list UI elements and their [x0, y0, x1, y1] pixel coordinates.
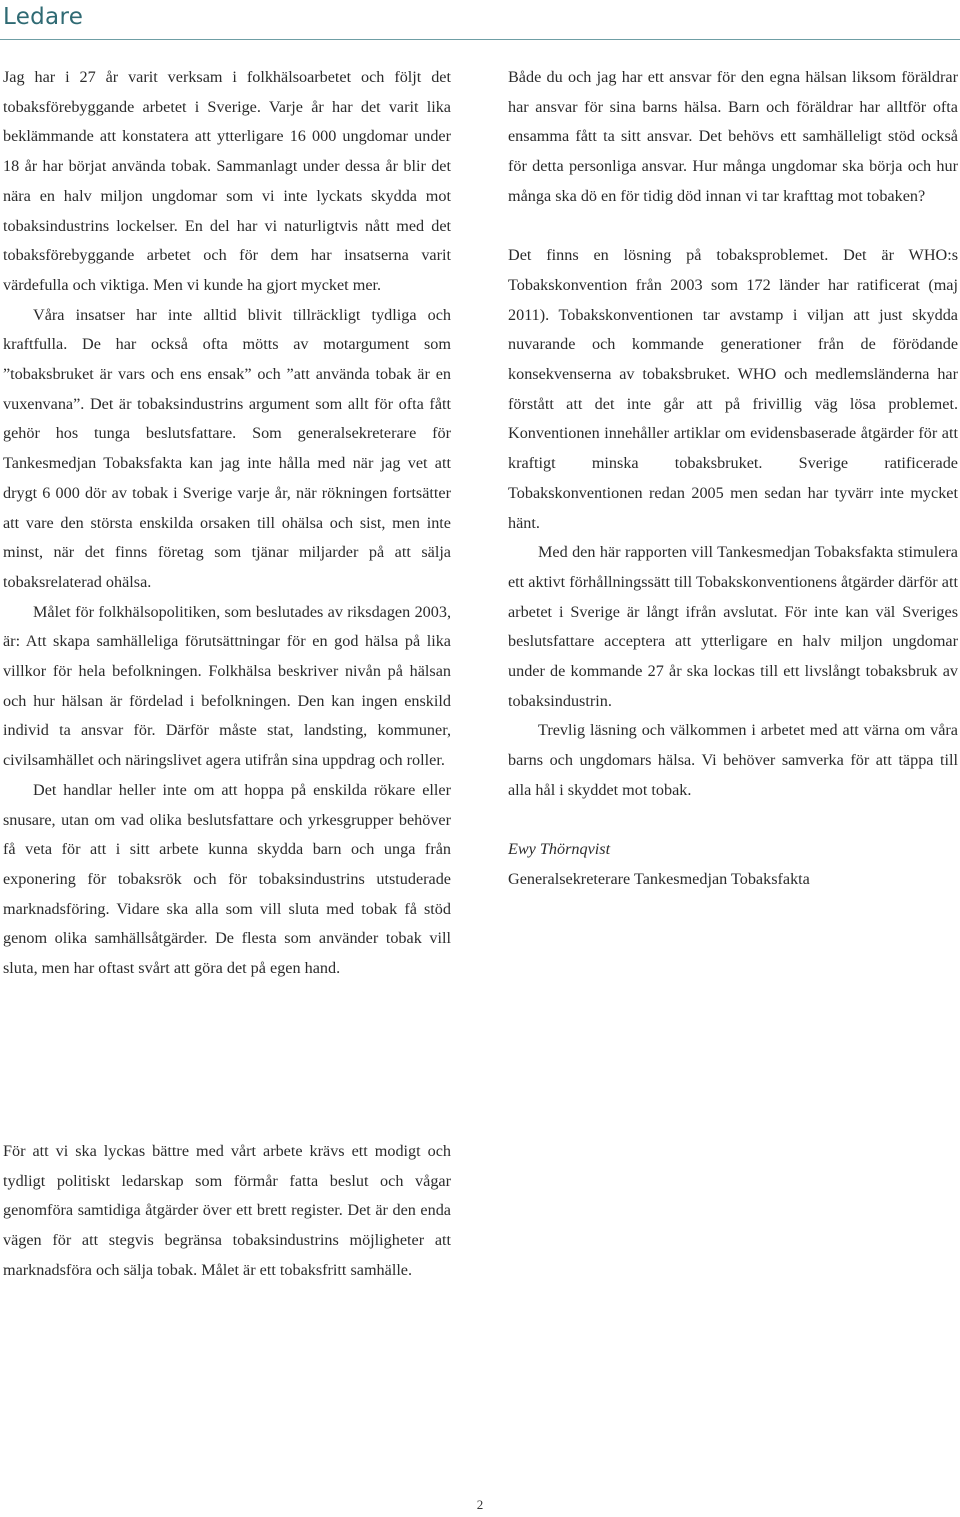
- paragraph-folkhalsopolitik: Målet för folkhälsopolitiken, som beslutades av riksdagen 2003, är: Att skapa samhälleliga förutsättningar för en god hälsa på lika villkor för hela befolkningen. Folkhälsa beskriver nivån på hälsan och hur hälsan är fördelad i befolkningen. Den kan ingen enskild individ ta ansvar för. Därför måste stat, landsting, kommuner, civilsamhället och näringslivet agera utifrån sina uppdrag och roller.: [3, 602, 451, 770]
- paragraph-ansvar: Både du och jag har ett ansvar för den egna hälsan liksom föräldrar har ansvar för sina barns hälsa. Barn och föräldrar har alltför ofta ensamma fått ta sitt ansvar. Det behövs ett samhälleligt stöd också för detta personliga ansvar. Hur många ungdomar ska börja och hur många ska dö en för tidig död innan vi tar krafttag mot tobaken?: [508, 68, 958, 205]
- right-column: [508, 63, 958, 895]
- page-heading: Ledare: [3, 4, 84, 30]
- bottom-block: [3, 1137, 451, 1286]
- left-column: [3, 63, 451, 984]
- signature-name: Ewy Thörnqvist: [508, 840, 611, 859]
- paragraph-rapport: Med den här rapporten vill Tankesmedjan Tobaksfakta stimulera ett aktivt förhållningssätt till Tobakskonventionens åtgärder därför att arbetet i Sverige är långt ifrån avslutat. För inte kan väl Sveriges beslutsfattare acceptera att ytterligare en halv miljon ungdomar under de kommande 27 år ska lockas till ett livslångt tobaksbruk av tobaksindustrin.: [508, 543, 958, 710]
- paragraph-ledarskap: För att vi ska lyckas bättre med vårt arbete krävs ett modigt och tydligt politiskt ledarskap som förmår fatta beslut och vågar genomföra samtidiga åtgärder över ett brett register. Det är den enda vägen för att stegvis begränsa tobaksindustrins möjligheter att marknadsföra och sälja tobak. Målet är ett tobaksfritt samhälle.: [3, 1142, 451, 1279]
- signature-role: Generalsekreterare Tankesmedjan Tobaksfakta: [508, 869, 810, 888]
- paragraph-tobakskonvention: Det finns en lösning på tobaksproblemet. Det är WHO:s Tobakskonvention från 2003 som 172 länder har ratificerat (maj 2011). Tobakskonventionen tar avstamp i viljan att just skydda nuvarande och kommande generationer från de förödande konsekvenserna av tobaksbruket. WHO och medlemsländerna har förstått att det inte går att på frivillig väg lösa problemet. Konventionen innehåller artiklar om evidensbaserade åtgärder för att kraftigt minska tobaksbruket. Sverige ratificerade Tobakskonventionen redan 2005 men sedan har tyvärr inte mycket hänt.: [508, 246, 958, 532]
- paragraph-valkommen: Trevlig läsning och välkommen i arbetet med att värna om våra barns och ungdomars hälsa. Vi behöver samverka för att täppa till alla hål i skyddet mot tobak.: [508, 721, 958, 799]
- heading-divider: [0, 39, 960, 40]
- paragraph-insatser: Våra insatser har inte alltid blivit tillräckligt tydliga och kraftfulla. De har också ofta mötts av motargument som ”tobaksbruket är vars och ens ensak” och ”att använda tobak är en vuxenvana”. Det är tobaksindustrins argument som allt för ofta fått gehör hos tunga beslutsfattare. Som generalsekreterare för Tankesmedjan Tobaksfakta kan jag inte hålla med när jag vet att drygt 6 000 dör av tobak i Sverige varje år, när rökningen fortsätter att vare den största enskilda orsaken till ohälsa och sist, men inte minst, när det finns företag som tjänar miljarder på att sälja tobaksrelaterad ohälsa.: [3, 305, 451, 591]
- paragraph-beslutsfattare: Det handlar heller inte om att hoppa på enskilda rökare eller snusare, utan om vad olika beslutsfattare och yrkesgrupper behöver få veta för att i sitt arbete kunna skydda barn och unga från exponering för tobaksrök och för tobaksindustrins utstuderade marknadsföring. Vidare ska alla som vill sluta med tobak få stöd genom olika samhällsåtgärder. De flesta som använder tobak vill sluta, men har oftast svårt att göra det på egen hand.: [3, 780, 451, 978]
- page-number: 2: [476, 1497, 484, 1512]
- paragraph-intro: Jag har i 27 år varit verksam i folkhälsoarbetet och följt det tobaksförebyggande arbetet i Sverige. Varje år har det varit lika beklämmande att konstatera att ytterligare 16 000 ungdomar under 18 år har börjat använda tobak. Sammanlagt under dessa år blir det nära en halv miljon ungdomar som vi inte lyckats skydda mot tobaksindustrins lockelser. En del har vi naturligtvis nått med det tobaksförebyggande arbetet och för dem har insatserna varit värdefulla och viktiga. Men vi kunde ha gjort mycket mer.: [3, 68, 451, 294]
